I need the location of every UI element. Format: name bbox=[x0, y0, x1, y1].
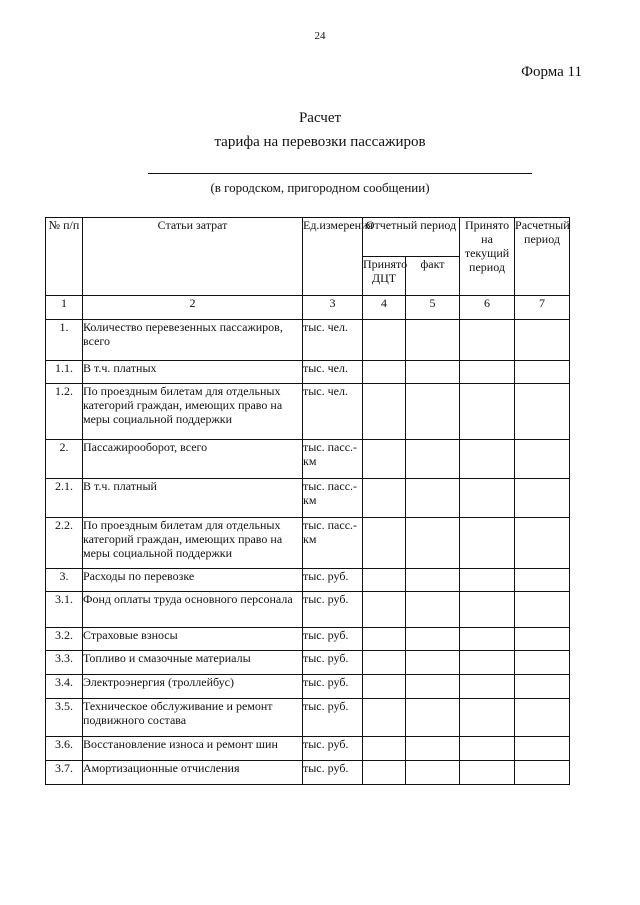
value-cell[interactable] bbox=[515, 628, 570, 651]
unit-of-measure: тыс. чел. bbox=[303, 361, 363, 384]
unit-of-measure: тыс. пасс.-км bbox=[303, 518, 363, 569]
row-number: 1. bbox=[46, 320, 83, 361]
row-number: 3.7. bbox=[46, 761, 83, 785]
header-num: № п/п bbox=[46, 218, 83, 296]
value-cell[interactable] bbox=[363, 651, 406, 675]
value-cell[interactable] bbox=[460, 651, 515, 675]
value-cell[interactable] bbox=[515, 569, 570, 592]
value-cell[interactable] bbox=[515, 320, 570, 361]
table-row bbox=[46, 361, 570, 384]
value-cell[interactable] bbox=[515, 440, 570, 479]
value-cell[interactable] bbox=[406, 569, 460, 592]
row-number: 1.1. bbox=[46, 361, 83, 384]
column-number: 6 bbox=[460, 296, 515, 320]
column-number: 4 bbox=[363, 296, 406, 320]
value-cell[interactable] bbox=[363, 699, 406, 737]
document-title: Расчет bbox=[298, 110, 342, 126]
value-cell[interactable] bbox=[363, 479, 406, 518]
page-number: 24 bbox=[314, 30, 326, 42]
value-cell[interactable] bbox=[363, 569, 406, 592]
value-cell[interactable] bbox=[515, 675, 570, 699]
value-cell[interactable] bbox=[363, 675, 406, 699]
value-cell[interactable] bbox=[460, 628, 515, 651]
row-number: 2.2. bbox=[46, 518, 83, 569]
cost-item-name: Пассажирооборот, всего bbox=[83, 440, 303, 479]
unit-of-measure: тыс. руб. bbox=[303, 699, 363, 737]
value-cell[interactable] bbox=[515, 518, 570, 569]
unit-of-measure: тыс. руб. bbox=[303, 737, 363, 761]
table-row bbox=[46, 384, 570, 440]
cost-item-name: Техническое обслуживание и ремонт подвижного состава bbox=[83, 699, 303, 737]
table-row bbox=[46, 651, 570, 675]
column-number: 2 bbox=[83, 296, 303, 320]
value-cell[interactable] bbox=[363, 361, 406, 384]
value-cell[interactable] bbox=[515, 737, 570, 761]
cost-item-name: Количество перевезенных пассажиров, всего bbox=[83, 320, 303, 361]
value-cell[interactable] bbox=[460, 569, 515, 592]
value-cell[interactable] bbox=[406, 651, 460, 675]
cost-item-name: Амортизационные отчисления bbox=[83, 761, 303, 785]
cost-item-name: Электроэнергия (троллейбус) bbox=[83, 675, 303, 699]
value-cell[interactable] bbox=[406, 384, 460, 440]
header-unit: Ед.измерения bbox=[303, 218, 363, 296]
table-row bbox=[46, 320, 570, 361]
unit-of-measure: тыс. чел. bbox=[303, 320, 363, 361]
header-fact: факт bbox=[406, 257, 460, 296]
unit-of-measure: тыс. руб. bbox=[303, 628, 363, 651]
cost-item-name: По проездным билетам для отдельных категорий граждан, имеющих право на меры социальной поддержки bbox=[83, 384, 303, 440]
value-cell[interactable] bbox=[460, 320, 515, 361]
cost-item-name: В т.ч. платный bbox=[83, 479, 303, 518]
value-cell[interactable] bbox=[515, 761, 570, 785]
column-number: 3 bbox=[303, 296, 363, 320]
value-cell[interactable] bbox=[363, 761, 406, 785]
unit-of-measure: тыс. руб. bbox=[303, 761, 363, 785]
table-row bbox=[46, 592, 570, 628]
header-items: Статьи затрат bbox=[83, 218, 303, 296]
value-cell[interactable] bbox=[460, 440, 515, 479]
cost-item-name: Страховые взносы bbox=[83, 628, 303, 651]
value-cell[interactable] bbox=[460, 361, 515, 384]
value-cell[interactable] bbox=[460, 592, 515, 628]
cost-item-name: Восстановление износа и ремонт шин bbox=[83, 737, 303, 761]
unit-of-measure: тыс. пасс.-км bbox=[303, 440, 363, 479]
value-cell[interactable] bbox=[406, 737, 460, 761]
row-number: 2. bbox=[46, 440, 83, 479]
value-cell[interactable] bbox=[515, 361, 570, 384]
value-cell[interactable] bbox=[406, 592, 460, 628]
value-cell[interactable] bbox=[515, 384, 570, 440]
document-subtitle: (в городском, пригородном сообщении) bbox=[210, 180, 430, 195]
table-row bbox=[46, 628, 570, 651]
value-cell[interactable] bbox=[406, 479, 460, 518]
value-cell[interactable] bbox=[515, 592, 570, 628]
value-cell[interactable] bbox=[515, 651, 570, 675]
unit-of-measure: тыс. пасс.-км bbox=[303, 479, 363, 518]
table-row bbox=[46, 675, 570, 699]
cost-item-name: Топливо и смазочные материалы bbox=[83, 651, 303, 675]
table-row bbox=[46, 440, 570, 479]
table-row bbox=[46, 699, 570, 737]
value-cell[interactable] bbox=[363, 384, 406, 440]
row-number: 3.4. bbox=[46, 675, 83, 699]
value-cell[interactable] bbox=[363, 320, 406, 361]
row-number: 2.1. bbox=[46, 479, 83, 518]
value-cell[interactable] bbox=[406, 518, 460, 569]
form-label: Форма 11 bbox=[521, 64, 582, 80]
row-number: 1.2. bbox=[46, 384, 83, 440]
unit-of-measure: тыс. руб. bbox=[303, 592, 363, 628]
cost-item-name: В т.ч. платных bbox=[83, 361, 303, 384]
value-cell[interactable] bbox=[363, 628, 406, 651]
cost-item-name: Фонд оплаты труда основного персонала bbox=[83, 592, 303, 628]
row-number: 3.2. bbox=[46, 628, 83, 651]
row-number: 3.3. bbox=[46, 651, 83, 675]
header-accepted-current: Принято на текущий период bbox=[460, 218, 515, 296]
table-row bbox=[46, 737, 570, 761]
row-number: 3.1. bbox=[46, 592, 83, 628]
value-cell[interactable] bbox=[460, 675, 515, 699]
unit-of-measure: тыс. чел. bbox=[303, 384, 363, 440]
value-cell[interactable] bbox=[406, 628, 460, 651]
value-cell[interactable] bbox=[406, 320, 460, 361]
cost-item-name: Расходы по перевозке bbox=[83, 569, 303, 592]
value-cell[interactable] bbox=[363, 440, 406, 479]
table-row bbox=[46, 479, 570, 518]
unit-of-measure: тыс. руб. bbox=[303, 651, 363, 675]
cost-item-name: По проездным билетам для отдельных категорий граждан, имеющих право на меры социальной поддержки bbox=[83, 518, 303, 569]
value-cell[interactable] bbox=[460, 384, 515, 440]
document-subject: тарифа на перевозки пассажиров bbox=[214, 134, 426, 150]
column-number: 1 bbox=[46, 296, 83, 320]
value-cell[interactable] bbox=[406, 761, 460, 785]
column-number: 7 bbox=[515, 296, 570, 320]
unit-of-measure: тыс. руб. bbox=[303, 569, 363, 592]
column-number: 5 bbox=[406, 296, 460, 320]
header-reporting-period: Отчетный период bbox=[363, 218, 460, 257]
blank-line bbox=[148, 173, 532, 174]
header-calculated-period: Расчетный период bbox=[515, 218, 570, 296]
value-cell[interactable] bbox=[363, 592, 406, 628]
value-cell[interactable] bbox=[406, 440, 460, 479]
table-row bbox=[46, 761, 570, 785]
value-cell[interactable] bbox=[406, 699, 460, 737]
value-cell[interactable] bbox=[406, 675, 460, 699]
value-cell[interactable] bbox=[515, 479, 570, 518]
header-accepted-dtc: Принято ДЦТ bbox=[363, 257, 406, 296]
value-cell[interactable] bbox=[515, 699, 570, 737]
value-cell[interactable] bbox=[406, 361, 460, 384]
row-number: 3.5. bbox=[46, 699, 83, 737]
value-cell[interactable] bbox=[460, 761, 515, 785]
value-cell[interactable] bbox=[363, 518, 406, 569]
unit-of-measure: тыс. руб. bbox=[303, 675, 363, 699]
row-number: 3. bbox=[46, 569, 83, 592]
value-cell[interactable] bbox=[363, 737, 406, 761]
table-row bbox=[46, 518, 570, 569]
value-cell[interactable] bbox=[460, 479, 515, 518]
row-number: 3.6. bbox=[46, 737, 83, 761]
table-row bbox=[46, 569, 570, 592]
cost-table bbox=[45, 217, 570, 785]
value-cell[interactable] bbox=[460, 737, 515, 761]
value-cell[interactable] bbox=[460, 518, 515, 569]
value-cell[interactable] bbox=[460, 699, 515, 737]
